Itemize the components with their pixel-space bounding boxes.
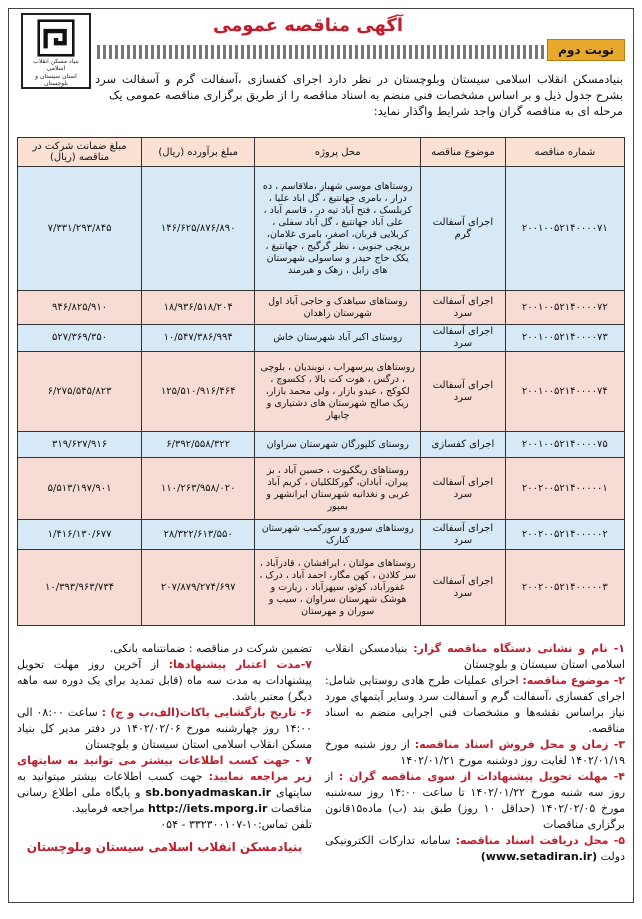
detail-item-5-title: ۵- محل دریافت اسناد مناقصه: — [455, 834, 625, 847]
tender-table — [17, 137, 625, 626]
tender-number: ۲۰۰۲۰۰۵۲۱۴۰۰۰۰۰۳ — [505, 550, 624, 626]
phone-number: تلفن تماس:۱۰-۳۳۲۳۰۰۱۰۷ - ۰۵۴ — [160, 818, 312, 831]
detail-item-7a-text: از آخرین روز مهلت تحویل پیشنهادات به مدت سه ماه (قابل تمدید برای یک دوره سه ماهه دیگر) معتبر باشد. — [17, 658, 312, 703]
tender-guarantee: ۹۴۶/۸۲۵/۹۱۰ — [18, 291, 142, 325]
detail-item-7b — [17, 753, 312, 817]
tender-subject: اجرای کفسازی — [421, 432, 505, 458]
intro-text-2: مرحله ای به مناقصه گران واجد شرایط واگذار نماید: — [373, 104, 623, 118]
detail-item-3-title: ۳- زمان و محل فروش اسناد مناقصه: — [414, 738, 626, 751]
tender-subject: اجرای آسفالت سرد — [421, 352, 505, 432]
detail-item-7b-text-2: و پایگاه ملی اطلاع رسانی مناقصات — [17, 786, 312, 815]
tender-subject: اجرای آسفالت سرد — [421, 325, 505, 352]
detail-item-7b-text-3: مراجعه فرمایید. — [71, 802, 148, 815]
tender-number: ۲۰۰۱۰۰۵۲۱۴۰۰۰۰۷۵ — [505, 432, 624, 458]
detail-item-6 — [17, 705, 312, 753]
detail-item-3-text: از روز شنبه مورخ ۱۴۰۲/۰۱/۱۹ لغایت روز دوشنبه مورخ ۱۴۰۲/۰۱/۲۱ — [325, 738, 625, 767]
detail-item-4-text: از روز سه شنبه مورخ ۱۴۰۲/۰۱/۲۲ تا ساعت ۱۴:۰۰ روز سه‌شنبه مورخ ۱۴۰۲/۰۲/۰۵ (حداقل ۱۰ روز) طبق بند (ب) ماده۱۵قانون برگزاری مناقصات — [325, 770, 626, 831]
table-row — [18, 325, 625, 352]
detail-item-5 — [325, 833, 625, 865]
tender-guarantee: ۷/۳۳۱/۲۹۳/۸۴۵ — [18, 167, 142, 291]
tender-subject: اجرای آسفالت سرد — [421, 291, 505, 325]
tender-guarantee: ۶/۲۷۵/۵۴۵/۸۲۳ — [18, 352, 142, 432]
tender-guarantee: ۱۰/۳۹۳/۹۶۳/۷۳۴ — [18, 550, 142, 626]
tender-number: ۲۰۰۱۰۰۵۲۱۴۰۰۰۰۷۴ — [505, 352, 624, 432]
guarantee-type: تضمین شرکت در مناقصه : ضمانتنامه بانکی. — [109, 642, 312, 655]
tender-location: روستاهای ریگکیوت ، حسین آباد ، بز پیران، آبادان، گورکلکلیان ، کریم آباد غربی و نغدانیه شهرستان ایرانشهر و بمپور — [255, 458, 421, 520]
tender-number: ۲۰۰۱۰۰۵۲۱۴۰۰۰۰۷۳ — [505, 325, 624, 352]
intro-text: بنیادمسکن انقلاب اسلامی سیستان وبلوچستان در نظر دارد اجرای کفسازی ،آسفالت گرم و آسفالت سرد بشرح جدول ذیل و بر اساس مشخصات فنی منضم به اسناد مناقصه را از طریق برگزاری مناقصه عمومی یک — [95, 72, 623, 102]
tender-location: روستاهای پیرسهراب ، نوبندیان ، بلوچی ، درگس ، هوت کت بالا ، ککسوچ ، لکوکج ، عیدو بازار ، ولی محمد بازار، ریک صالح شهرستان های دشتیاری و چابهار — [255, 352, 421, 432]
tender-estimate: ۶/۳۹۲/۵۵۸/۳۲۲ — [142, 432, 255, 458]
detail-item-4 — [325, 769, 625, 833]
tender-location: روستاهای مولتان ، ایرافشان ، قادرآباد ، سر کلادن ، کهن مگار، احمد آباد ، درک ، غفورآباد، کوثو، سپهرآباد ، زیارت و هوشک شهرستان سراوان ، سیب و سوران و مهرستان — [255, 550, 421, 626]
tender-estimate: ۲۸/۳۲۲/۶۱۳/۵۵۰ — [142, 520, 255, 550]
table-header-row — [18, 138, 625, 167]
detail-item-7b-title: ۷ - جهت کسب اطلاعات بیشتر می توانید به سایتهای زیر مراجعه نمایید: — [17, 754, 312, 783]
detail-item-6-text: ساعت ۰۸:۰۰ الی ۱۴:۰۰ روز چهارشنبه مورخ ۱۴۰۲/۰۲/۰۶ در دفتر مدیر کل بنیاد مسکن انقلاب اسلامی استان سیستان و بلوچستان — [17, 706, 312, 751]
table-row — [18, 167, 625, 291]
tender-estimate: ۱۸/۹۳۶/۵۱۸/۲۰۴ — [142, 291, 255, 325]
table-row — [18, 520, 625, 550]
detail-item-2-text: اجرای عملیات طرح هادی روستایی شامل: اجرای کفسازی ،آسفالت گرم و آسفالت سرد وسایر آیتمهای مورد نیاز براساس نقشه‌ها و مشخصات فنی اجرایی منضم به اسناد مناقصه. — [325, 674, 625, 735]
page-title: آگهی مناقصه عمومی — [213, 15, 403, 36]
logo-line-2: استان سیستان و بلوچستان — [35, 73, 77, 87]
detail-item-2 — [325, 673, 625, 737]
tender-number: ۲۰۰۲۰۰۵۲۱۴۰۰۰۰۰۱ — [505, 458, 624, 520]
detail-item-7a-title: ۷-مدت اعتبار پیشنهادها: — [168, 658, 312, 671]
tender-number: ۲۰۰۲۰۰۵۲۱۴۰۰۰۰۰۲ — [505, 520, 624, 550]
signature: بنیادمسکن انقلاب اسلامی سیستان وبلوچستان — [26, 840, 303, 854]
bonyad-site-link[interactable]: sb.bonyadmaskan.ir — [145, 786, 272, 799]
tender-subject: اجرای آسفالت سرد — [421, 458, 505, 520]
tender-subject: اجرای آسفالت سرد — [421, 550, 505, 626]
col-header-guarantee: مبلغ ضمانت شرکت در مناقصه (ریال) — [18, 138, 142, 167]
tender-guarantee: ۵/۵۱۳/۱۹۷/۹۰۱ — [18, 458, 142, 520]
detail-item-3 — [325, 737, 625, 769]
tender-guarantee: ۳۱۹/۶۲۷/۹۱۶ — [18, 432, 142, 458]
tender-location: روستای اکبر آباد شهرستان خاش — [255, 325, 421, 352]
detail-item-7a — [17, 657, 312, 705]
col-header-subject: موضوع مناقصه — [421, 138, 505, 167]
table-row — [18, 352, 625, 432]
header — [9, 9, 633, 49]
detail-item-6-title: ۶- تاریخ بازگشایی پاکات(الف،ب و ج) : — [101, 706, 313, 719]
tender-location: روستاهای سیاهدک و حاجی آباد اول شهرستان زاهدان — [255, 291, 421, 325]
divider — [97, 45, 545, 59]
tender-estimate: ۲۰۷/۸۷۹/۲۷۴/۶۹۷ — [142, 550, 255, 626]
table-row — [18, 291, 625, 325]
logo-line-1: بنیاد مسکن انقلاب اسلامی — [33, 58, 79, 72]
tender-guarantee: ۵۲۷/۳۶۹/۳۵۰ — [18, 325, 142, 352]
tender-location: روستاهای موسی شهباز ،ملاقاسم ، ده درار ، بامری جهانتیغ ، گل اباد علیا ، کربلسک ، فتح آباد تیه در ، قاسم آباد ، علی آباد جهانتیغ ، گل آباد سفلی ، کربلایی قربان، اصغر، بامری غلامان، بریچی جنوبی ، نظر گرگیج ، جهانتیغ ، یکک حاج حیدر و ساسولی شهرستان های زابل ، زهک و هیرمند — [255, 167, 421, 291]
table-row — [18, 432, 625, 458]
details-right-column — [325, 641, 625, 865]
tender-estimate: ۱۲۵/۵۱۰/۹۱۶/۴۶۴ — [142, 352, 255, 432]
logo — [21, 13, 91, 89]
iets-site-link[interactable]: http://iets.mporg.ir — [147, 802, 268, 815]
tender-number: ۲۰۰۱۰۰۵۲۱۴۰۰۰۰۷۲ — [505, 291, 624, 325]
col-header-number: شماره مناقصه — [505, 138, 624, 167]
details-left-column — [17, 641, 312, 855]
detail-item-1-text: بنیادمسکن انقلاب اسلامی استان سیستان و بلوچستان — [325, 642, 625, 671]
setadiran-link[interactable]: (www.setadiran.ir) — [480, 850, 598, 863]
detail-item-7b-text-1: جهت کسب اطلاعات بیشتر میتوانید به سایتهای — [17, 770, 312, 799]
tender-subject: اجرای آسفالت سرد — [421, 520, 505, 550]
bonyad-maskan-logo-icon — [34, 19, 78, 57]
col-header-estimate: مبلغ برآورده (ریال) — [142, 138, 255, 167]
detail-item-1 — [325, 641, 625, 673]
tender-estimate: ۱۰/۵۴۷/۳۸۶/۹۹۴ — [142, 325, 255, 352]
tender-estimate: ۱۱۰/۲۶۳/۹۵۸/۰۲۰ — [142, 458, 255, 520]
tender-notice-page — [8, 8, 634, 903]
detail-item-1-title: ۱- نام و نشانی دستگاه مناقصه گزار: — [413, 642, 625, 655]
tender-guarantee: ۱/۴۱۶/۱۳۰/۶۷۷ — [18, 520, 142, 550]
status-badge: نوبت دوم — [547, 39, 625, 61]
detail-item-2-title: ۲- موضوع مناقصه: — [522, 674, 625, 687]
tender-location: روستای کلپورگان شهرستان سراوان — [255, 432, 421, 458]
table-row — [18, 550, 625, 626]
tender-estimate: ۱۴۶/۶۲۵/۸۷۶/۸۹۰ — [142, 167, 255, 291]
detail-item-5-text: سامانه تدارکات الکترونیکی دولت — [325, 834, 625, 863]
tender-location: روستاهای سورو و سورکمب شهرستان کنارک — [255, 520, 421, 550]
tender-subject: اجرای آسفالت گرم — [421, 167, 505, 291]
table-row — [18, 458, 625, 520]
detail-item-4-title: ۴- مهلت تحویل پیشنهادات از سوی مناقصه گران : — [338, 770, 625, 783]
col-header-location: محل پروژه — [255, 138, 421, 167]
tender-number: ۲۰۰۱۰۰۵۲۱۴۰۰۰۰۷۱ — [505, 167, 624, 291]
details-section — [17, 641, 625, 899]
